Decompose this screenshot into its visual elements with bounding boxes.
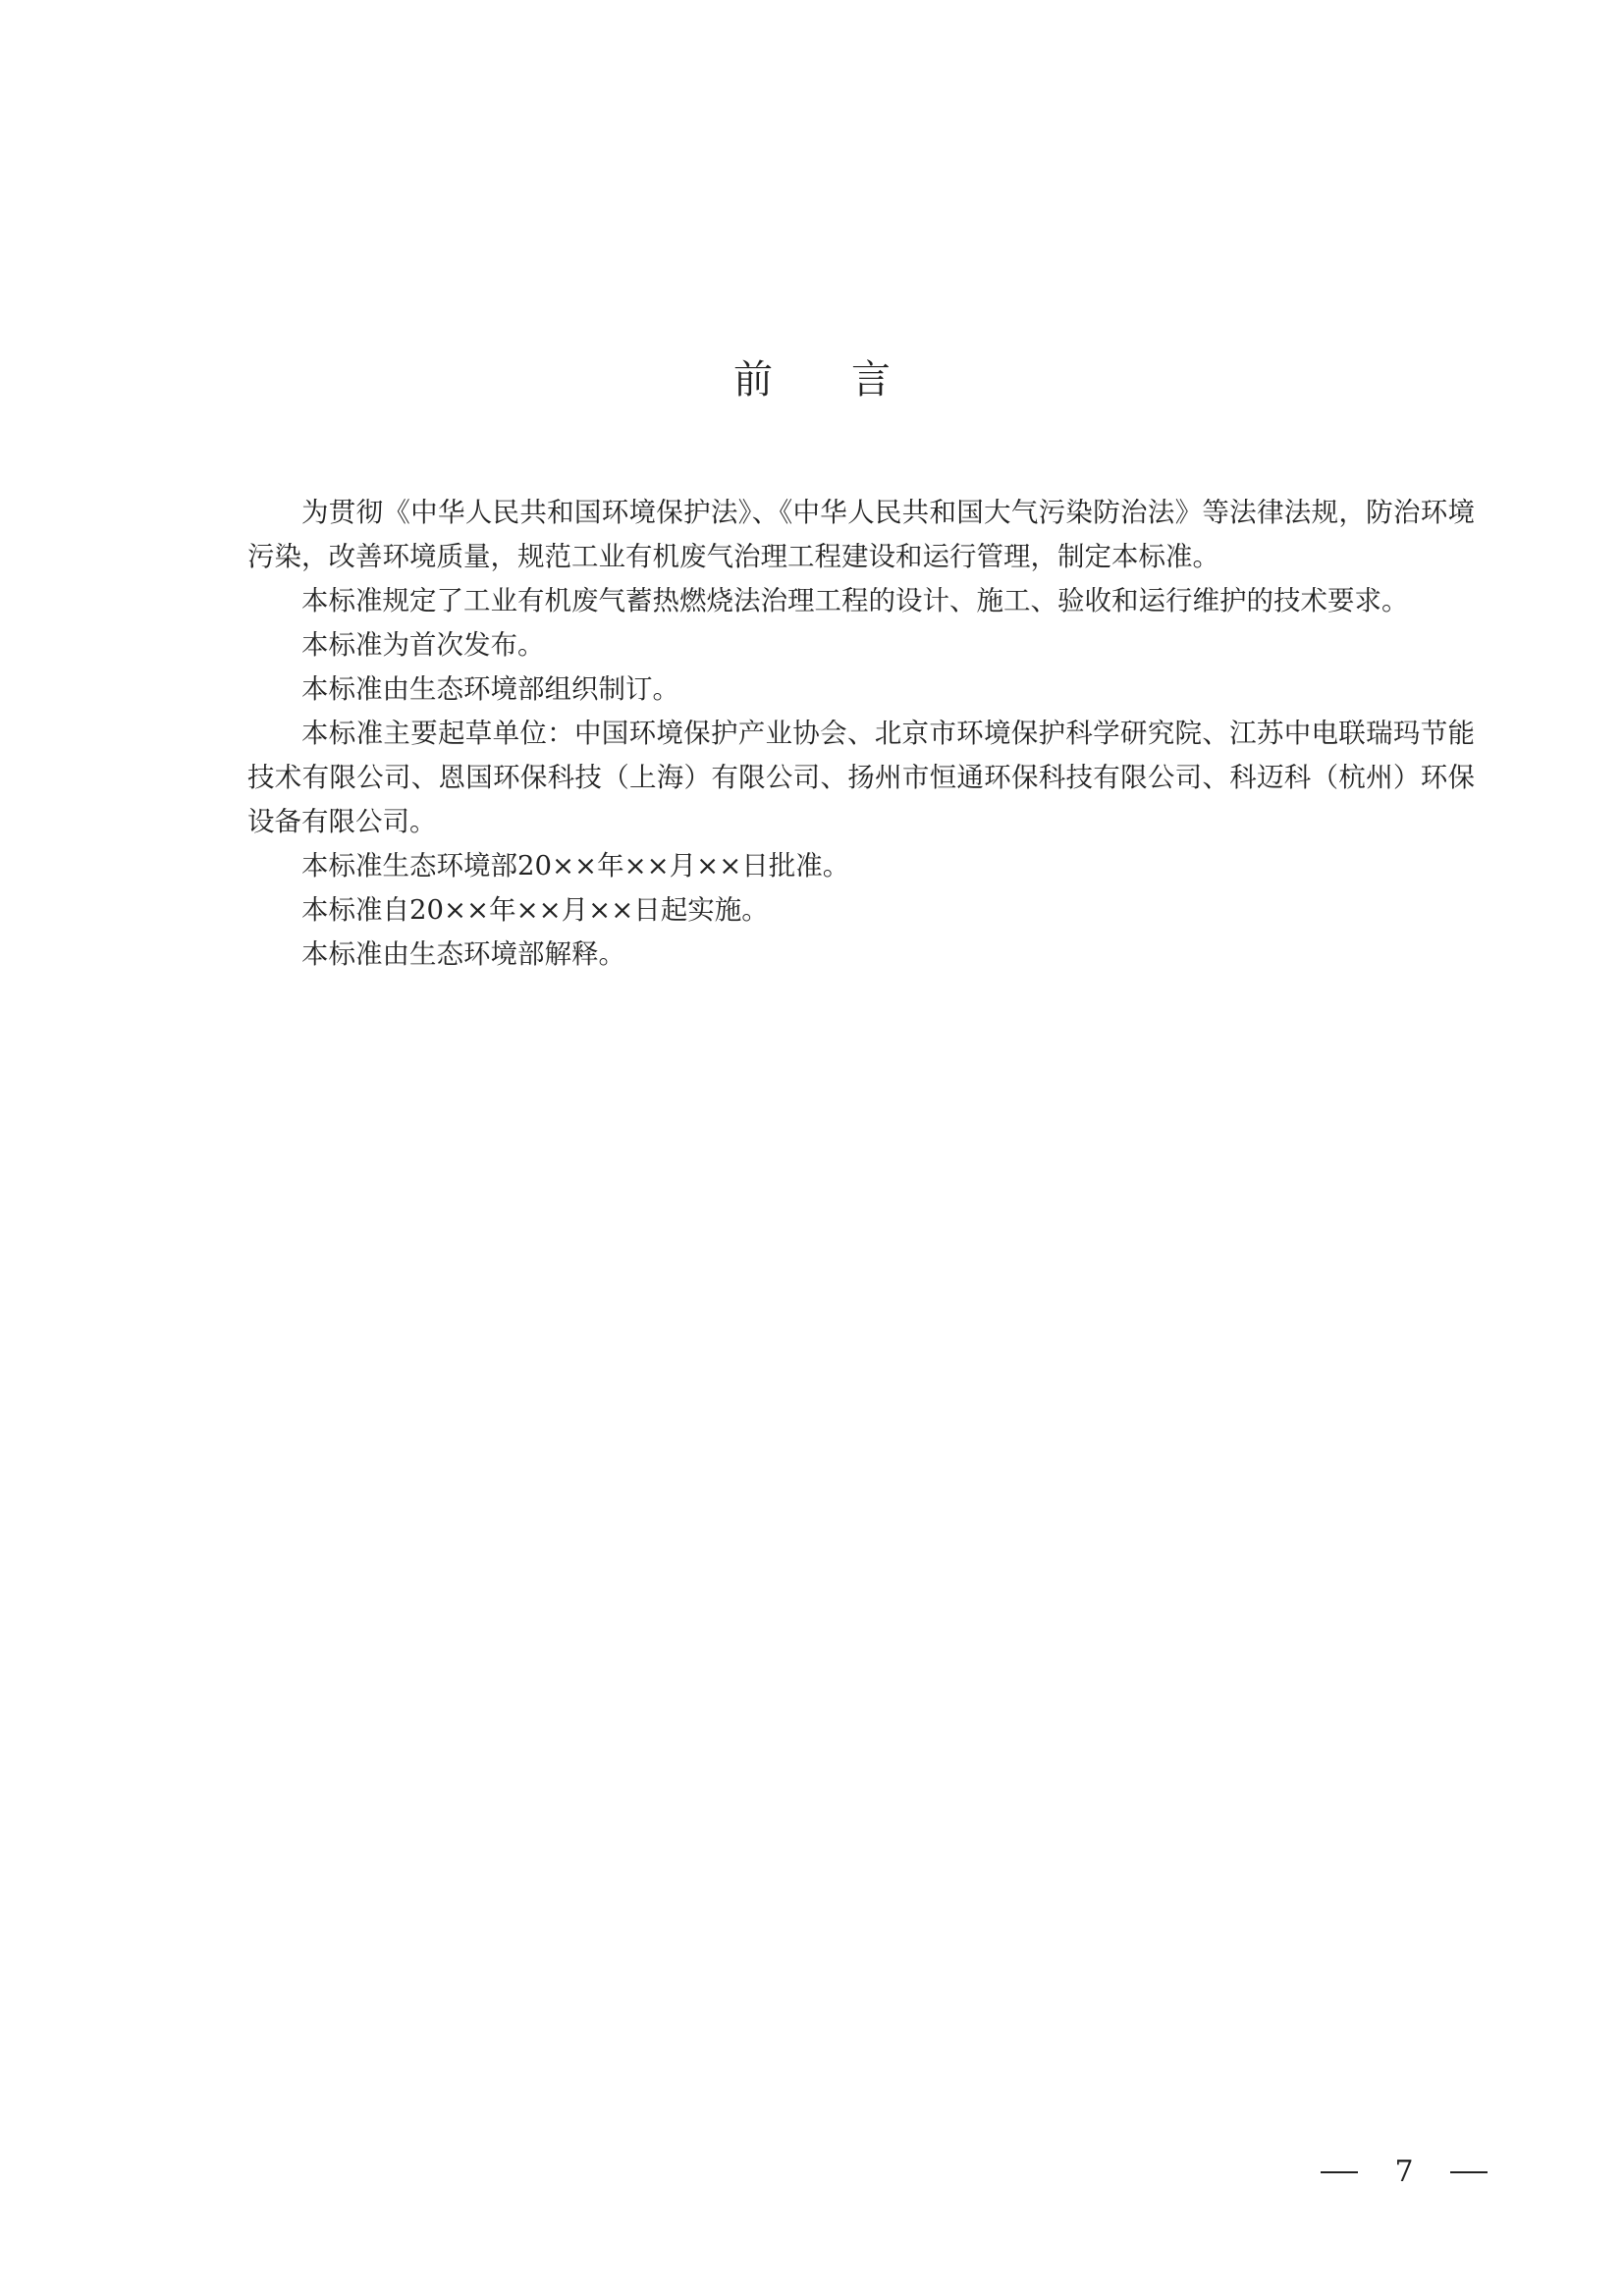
page-number: 7: [1394, 2155, 1414, 2189]
page-title: 前言: [733, 357, 969, 402]
paragraph-purpose: 为贯彻《中华人民共和国环境保护法》、《中华人民共和国大气污染防治法》等法律法规，防治环境污染，改善环境质量，规范工业有机废气治理工程建设和运行管理，制定本标准。: [247, 497, 1475, 572]
paragraph-interpretation: 本标准由生态环境部解释。: [301, 938, 625, 970]
foreword-body: [247, 491, 1475, 977]
page-footer: [1321, 2155, 1488, 2189]
dash-left: [1321, 2171, 1358, 2173]
dash-right: [1450, 2171, 1488, 2173]
paragraph-approval-date: 本标准生态环境部20××年××月××日批准。: [301, 850, 850, 881]
paragraph-scope: 本标准规定了工业有机废气蓄热燃烧法治理工程的设计、施工、验收和运行维护的技术要求。: [301, 585, 1409, 616]
paragraph-first-release: 本标准为首次发布。: [301, 629, 545, 661]
paragraph-drafting-units: 本标准主要起草单位：中国环境保护产业协会、北京市环境保护科学研究院、江苏中电联瑞玛节能技术有限公司、恩国环保科技（上海）有限公司、扬州市恒通环保科技有限公司、科迈科（杭州）环保设备有限公司。: [247, 718, 1475, 837]
paragraph-organizer: 本标准由生态环境部组织制订。: [301, 673, 679, 705]
paragraph-effective-date: 本标准自20××年××月××日起实施。: [301, 894, 769, 926]
